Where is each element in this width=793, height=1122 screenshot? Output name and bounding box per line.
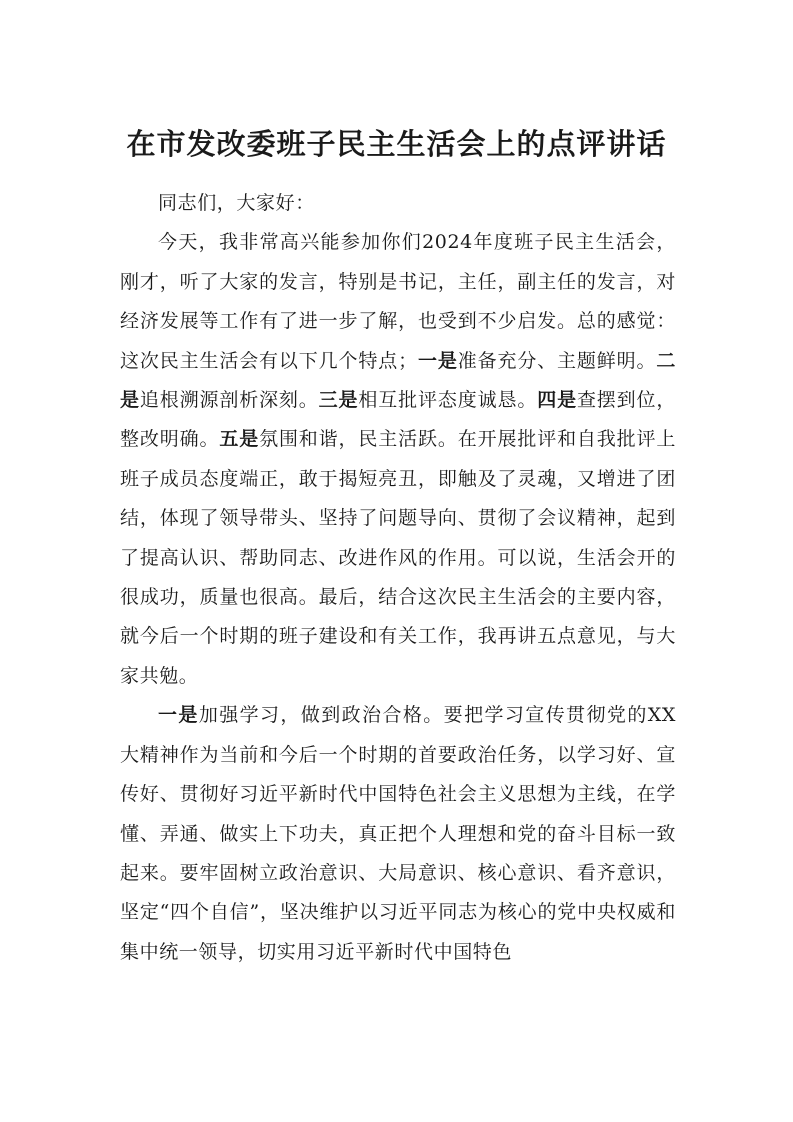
text-segment: 今天，我非常高兴能参加你们2024年度班子民主生活会，刚才，听了大家的发言，特别是书记，主任，副主任的发言，对经济发展等工作有了进一步了解，也受到不少启发。总的感觉：这次民主生活会有以下几个特点； xyxy=(120,231,676,372)
intro-paragraph xyxy=(120,223,676,696)
text-segment: 追根溯源剖析深刻。 xyxy=(139,389,319,412)
document-body xyxy=(120,184,676,972)
text-segment: 加强学习，做到政治合格。要把学习宣传贯彻党的XX大精神作为当前和今后一个时期的首要政治任务，以学习好、宣传好、贯彻好习近平新时代中国特色社会主义思想为主线，在学懂、弄通、做实上下功夫，真正把个人理想和党的奋斗目标一致起来。要牢固树立政治意识、大局意识、核心意识、看齐意识，坚定“四个自信”，坚决维护以习近平同志为核心的党中央权威和集中统一领导，切实用习近平新时代中国特色 xyxy=(120,704,676,963)
emphasis-keyword: 五是 xyxy=(219,428,260,451)
document-title: 在市发改委班子民主生活会上的点评讲话 xyxy=(126,127,667,161)
emphasis-keyword: 一是 xyxy=(417,349,458,372)
emphasis-keyword: 三是 xyxy=(318,389,359,412)
text-segment: 氛围和谐，民主活跃。在开展批评和自我批评上班子成员态度端正，敢于揭短亮丑，即触及了灵魂，又增进了团结，体现了领导带头、坚持了问题导向、贯彻了会议精神，起到了提高认识、帮助同志、改进作风的作用。可以说，生活会开的很成功，质量也很高。最后，结合这次民主生活会的主要内容，就今后一个时期的班子建设和有关工作，我再讲五点意见，与大家共勉。 xyxy=(120,428,676,687)
text-segment: 相互批评态度诚恳。 xyxy=(358,389,538,412)
text-segment: 查摆到位，整改明确。 xyxy=(120,389,676,451)
text-segment: 准备充分、主题鲜明。 xyxy=(457,349,657,372)
point-one-paragraph xyxy=(120,696,676,972)
emphasis-keyword: 四是 xyxy=(537,389,577,412)
greeting-paragraph: 同志们，大家好： xyxy=(158,192,315,214)
emphasis-keyword: 一是 xyxy=(158,704,199,727)
emphasis-keyword: 二是 xyxy=(120,349,676,412)
